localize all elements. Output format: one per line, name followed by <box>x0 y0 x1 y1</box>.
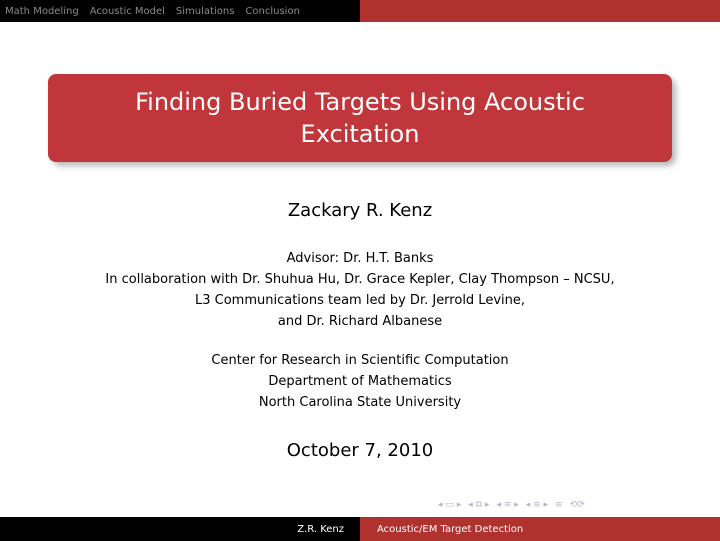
advisor-line: Advisor: Dr. H.T. Banks <box>286 251 434 266</box>
institution-university: North Carolina State University <box>258 395 462 410</box>
title-box <box>48 74 672 162</box>
footer-short-title: Acoustic/EM Target Detection <box>360 517 720 541</box>
search-icon[interactable]: ⟲⟳ <box>569 500 585 510</box>
institution-department: Department of Mathematics <box>268 374 452 389</box>
slide-title <box>135 86 585 150</box>
slide-title-line-2: Excitation <box>300 120 420 148</box>
institution-block <box>0 350 720 413</box>
subsection-nav-icon[interactable]: ◂ ≡ ▸ <box>496 500 519 510</box>
beamer-navigation-symbols <box>438 498 592 512</box>
top-bar-accent <box>360 0 720 22</box>
presentation-date: October 7, 2010 <box>286 440 434 461</box>
slide-nav-icon[interactable]: ◂ ▭ ▸ <box>438 500 462 510</box>
section-navigation <box>0 0 360 22</box>
collaboration-line: In collaboration with Dr. Shuhua Hu, Dr. Grace Kepler, Clay Thompson – NCSU, <box>105 272 615 287</box>
section-nav-icon[interactable]: ◂ ≡ ▸ <box>525 500 549 510</box>
footer-bar <box>0 517 720 541</box>
nav-item-math-modeling[interactable]: Math Modeling <box>5 5 79 17</box>
l3-team-line: L3 Communications team led by Dr. Jerrold Levine, <box>194 293 525 308</box>
collaborators-block <box>0 248 720 332</box>
document-nav-icon[interactable]: ≡ <box>555 500 563 510</box>
author-name: Zackary R. Kenz <box>287 200 433 221</box>
albanese-line: and Dr. Richard Albanese <box>277 314 443 329</box>
frame-nav-icon[interactable]: ◂ ⧉ ▸ <box>468 500 490 510</box>
institution-center: Center for Research in Scientific Computation <box>211 353 509 368</box>
slide-title-line-1: Finding Buried Targets Using Acoustic <box>135 88 585 116</box>
footer-author: Z.R. Kenz <box>0 517 360 541</box>
nav-item-acoustic-model[interactable]: Acoustic Model <box>89 5 165 17</box>
top-navigation-bar <box>0 0 720 22</box>
nav-item-simulations[interactable]: Simulations <box>175 5 235 17</box>
nav-item-conclusion[interactable]: Conclusion <box>245 5 300 17</box>
